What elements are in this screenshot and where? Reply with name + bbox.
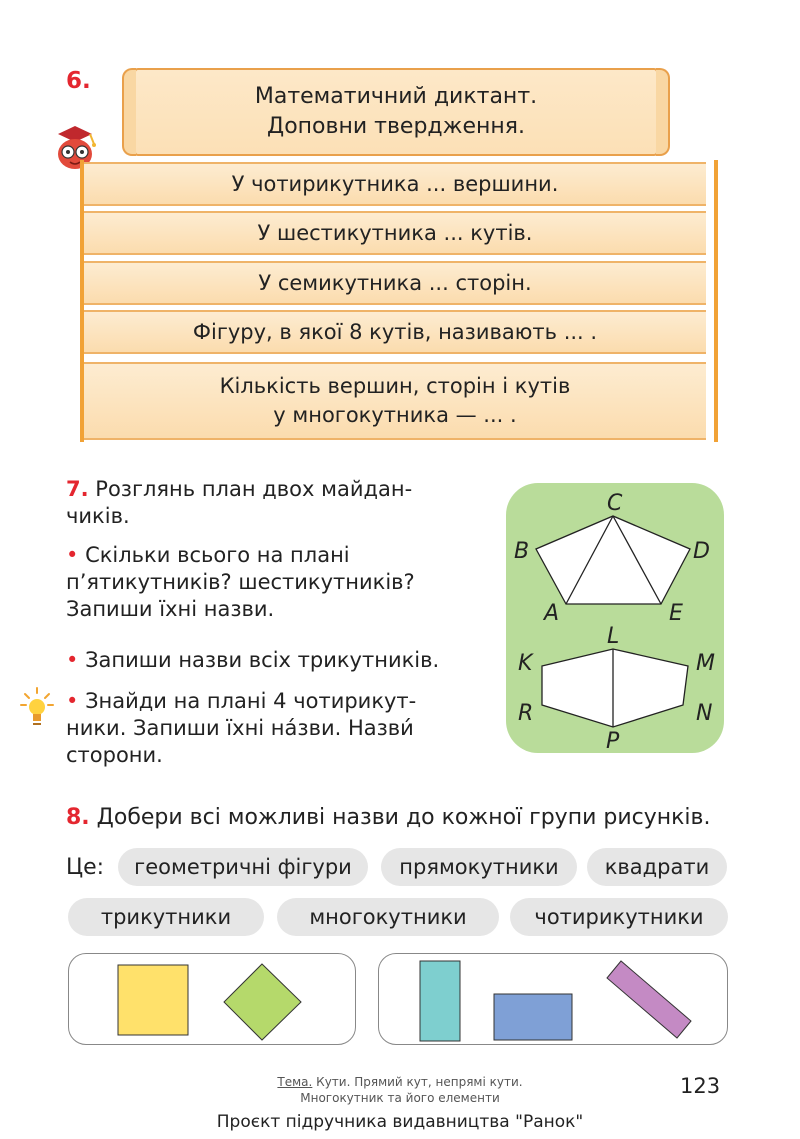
vertex-label-l: L: [607, 624, 620, 649]
vertex-label-n: N: [696, 701, 713, 726]
purple-tilted-rectangle: [607, 961, 691, 1038]
vertex-label-d: D: [693, 539, 710, 564]
tag-geometric-figures[interactable]: геометричні фігури: [118, 848, 368, 886]
picture-group-squares: [68, 953, 356, 1045]
lightbulb-icon: [20, 686, 54, 728]
vertex-label-m: M: [696, 651, 715, 676]
blue-rectangle: [494, 994, 572, 1040]
task-7-b3-line1: Знайди на плані 4 чотирикут-: [85, 689, 417, 713]
dictation-row-text: Фігуру, в якої 8 кутів, називають ... .: [192, 319, 598, 344]
footer-theme-label: Тема.: [277, 1075, 313, 1089]
dictation-row-text: у многокутника — ... .: [273, 403, 517, 427]
task-7-intro-line2: чиків.: [66, 504, 130, 528]
task-8-instruction-text: Добери всі можливі назви до кожної групи рисунків.: [96, 805, 711, 830]
vertex-label-b: B: [514, 539, 530, 564]
teal-rectangle: [420, 961, 460, 1041]
dictation-title-banner: [134, 68, 658, 156]
task-7-b1-line3: Запиши їхні назви.: [66, 597, 275, 621]
task-7-number: 7.: [66, 477, 89, 501]
task-8-instruction: [66, 804, 766, 831]
vertex-label-k: K: [518, 651, 533, 676]
tag-quadrilaterals[interactable]: чотирикутники: [510, 898, 728, 936]
picture-group-rectangles: [378, 953, 728, 1045]
dictation-row: [84, 211, 706, 255]
task-7-b3-line3: сторони.: [66, 743, 163, 767]
dictation-row-text: У чотирикутника ... вершини.: [231, 171, 559, 196]
yellow-square: [118, 965, 188, 1035]
dictation-title-line2: Доповни твердження.: [267, 114, 525, 139]
page-number: 123: [680, 1074, 721, 1098]
task-7-bullet-2: [66, 647, 496, 674]
dictation-row-text: У шестикутника ... кутів.: [257, 220, 533, 245]
bullet-dot: •: [66, 689, 79, 713]
footer-theme-line2: Многокутник та його елементи: [300, 1091, 500, 1105]
bullet-dot: •: [66, 543, 79, 567]
dictation-row-text: У семикутника ... сторін.: [258, 270, 532, 295]
vertex-label-r: R: [518, 701, 534, 726]
playground-plan-diagram: [506, 483, 724, 753]
tag-polygons[interactable]: многокутники: [277, 898, 499, 936]
footer-theme-line1: Кути. Прямий кут, непрямі кути.: [316, 1075, 523, 1089]
task-7-bullet-3: [66, 688, 486, 769]
task-7-intro: [66, 476, 486, 530]
publisher-credit: Проєкт підручника видавництва "Ранок": [216, 1112, 584, 1132]
tag-triangles[interactable]: трикутники: [68, 898, 264, 936]
tag-squares[interactable]: квадрати: [587, 848, 727, 886]
dictation-row: [84, 261, 706, 305]
task-6-number: 6.: [66, 68, 91, 94]
task-7-b1-line1: Скільки всього на плані: [85, 543, 350, 567]
dictation-row: [84, 310, 706, 354]
tags-prefix: Це:: [66, 855, 105, 880]
bullet-dot: •: [66, 648, 79, 672]
dictation-row: [84, 362, 706, 440]
task-7-bullet-1: [66, 542, 486, 623]
footer-theme: [200, 1074, 600, 1106]
vertex-label-c: C: [607, 491, 623, 516]
dictation-title-line1: Математичний диктант.: [254, 84, 538, 109]
vertex-label-e: E: [669, 601, 683, 626]
dictation-row: [84, 162, 706, 206]
task-7-b3-line2: ники. Запиши їхні на́зви. Назви́: [66, 716, 414, 740]
task-7-b2-text: Запиши назви всіх трикутників.: [85, 648, 440, 672]
vertex-label-a: A: [544, 601, 560, 626]
dictation-row-text: Кількість вершин, сторін і кутів: [219, 374, 571, 398]
task-7-intro-line1: Розглянь план двох майдан-: [95, 477, 413, 501]
task-8-number: 8.: [66, 805, 90, 830]
vertex-label-p: P: [606, 729, 620, 753]
tag-rectangles[interactable]: прямокутники: [381, 848, 577, 886]
green-rhombus-square: [224, 964, 301, 1040]
task-7-b1-line2: п’ятикутників? шестикутників?: [66, 570, 415, 594]
